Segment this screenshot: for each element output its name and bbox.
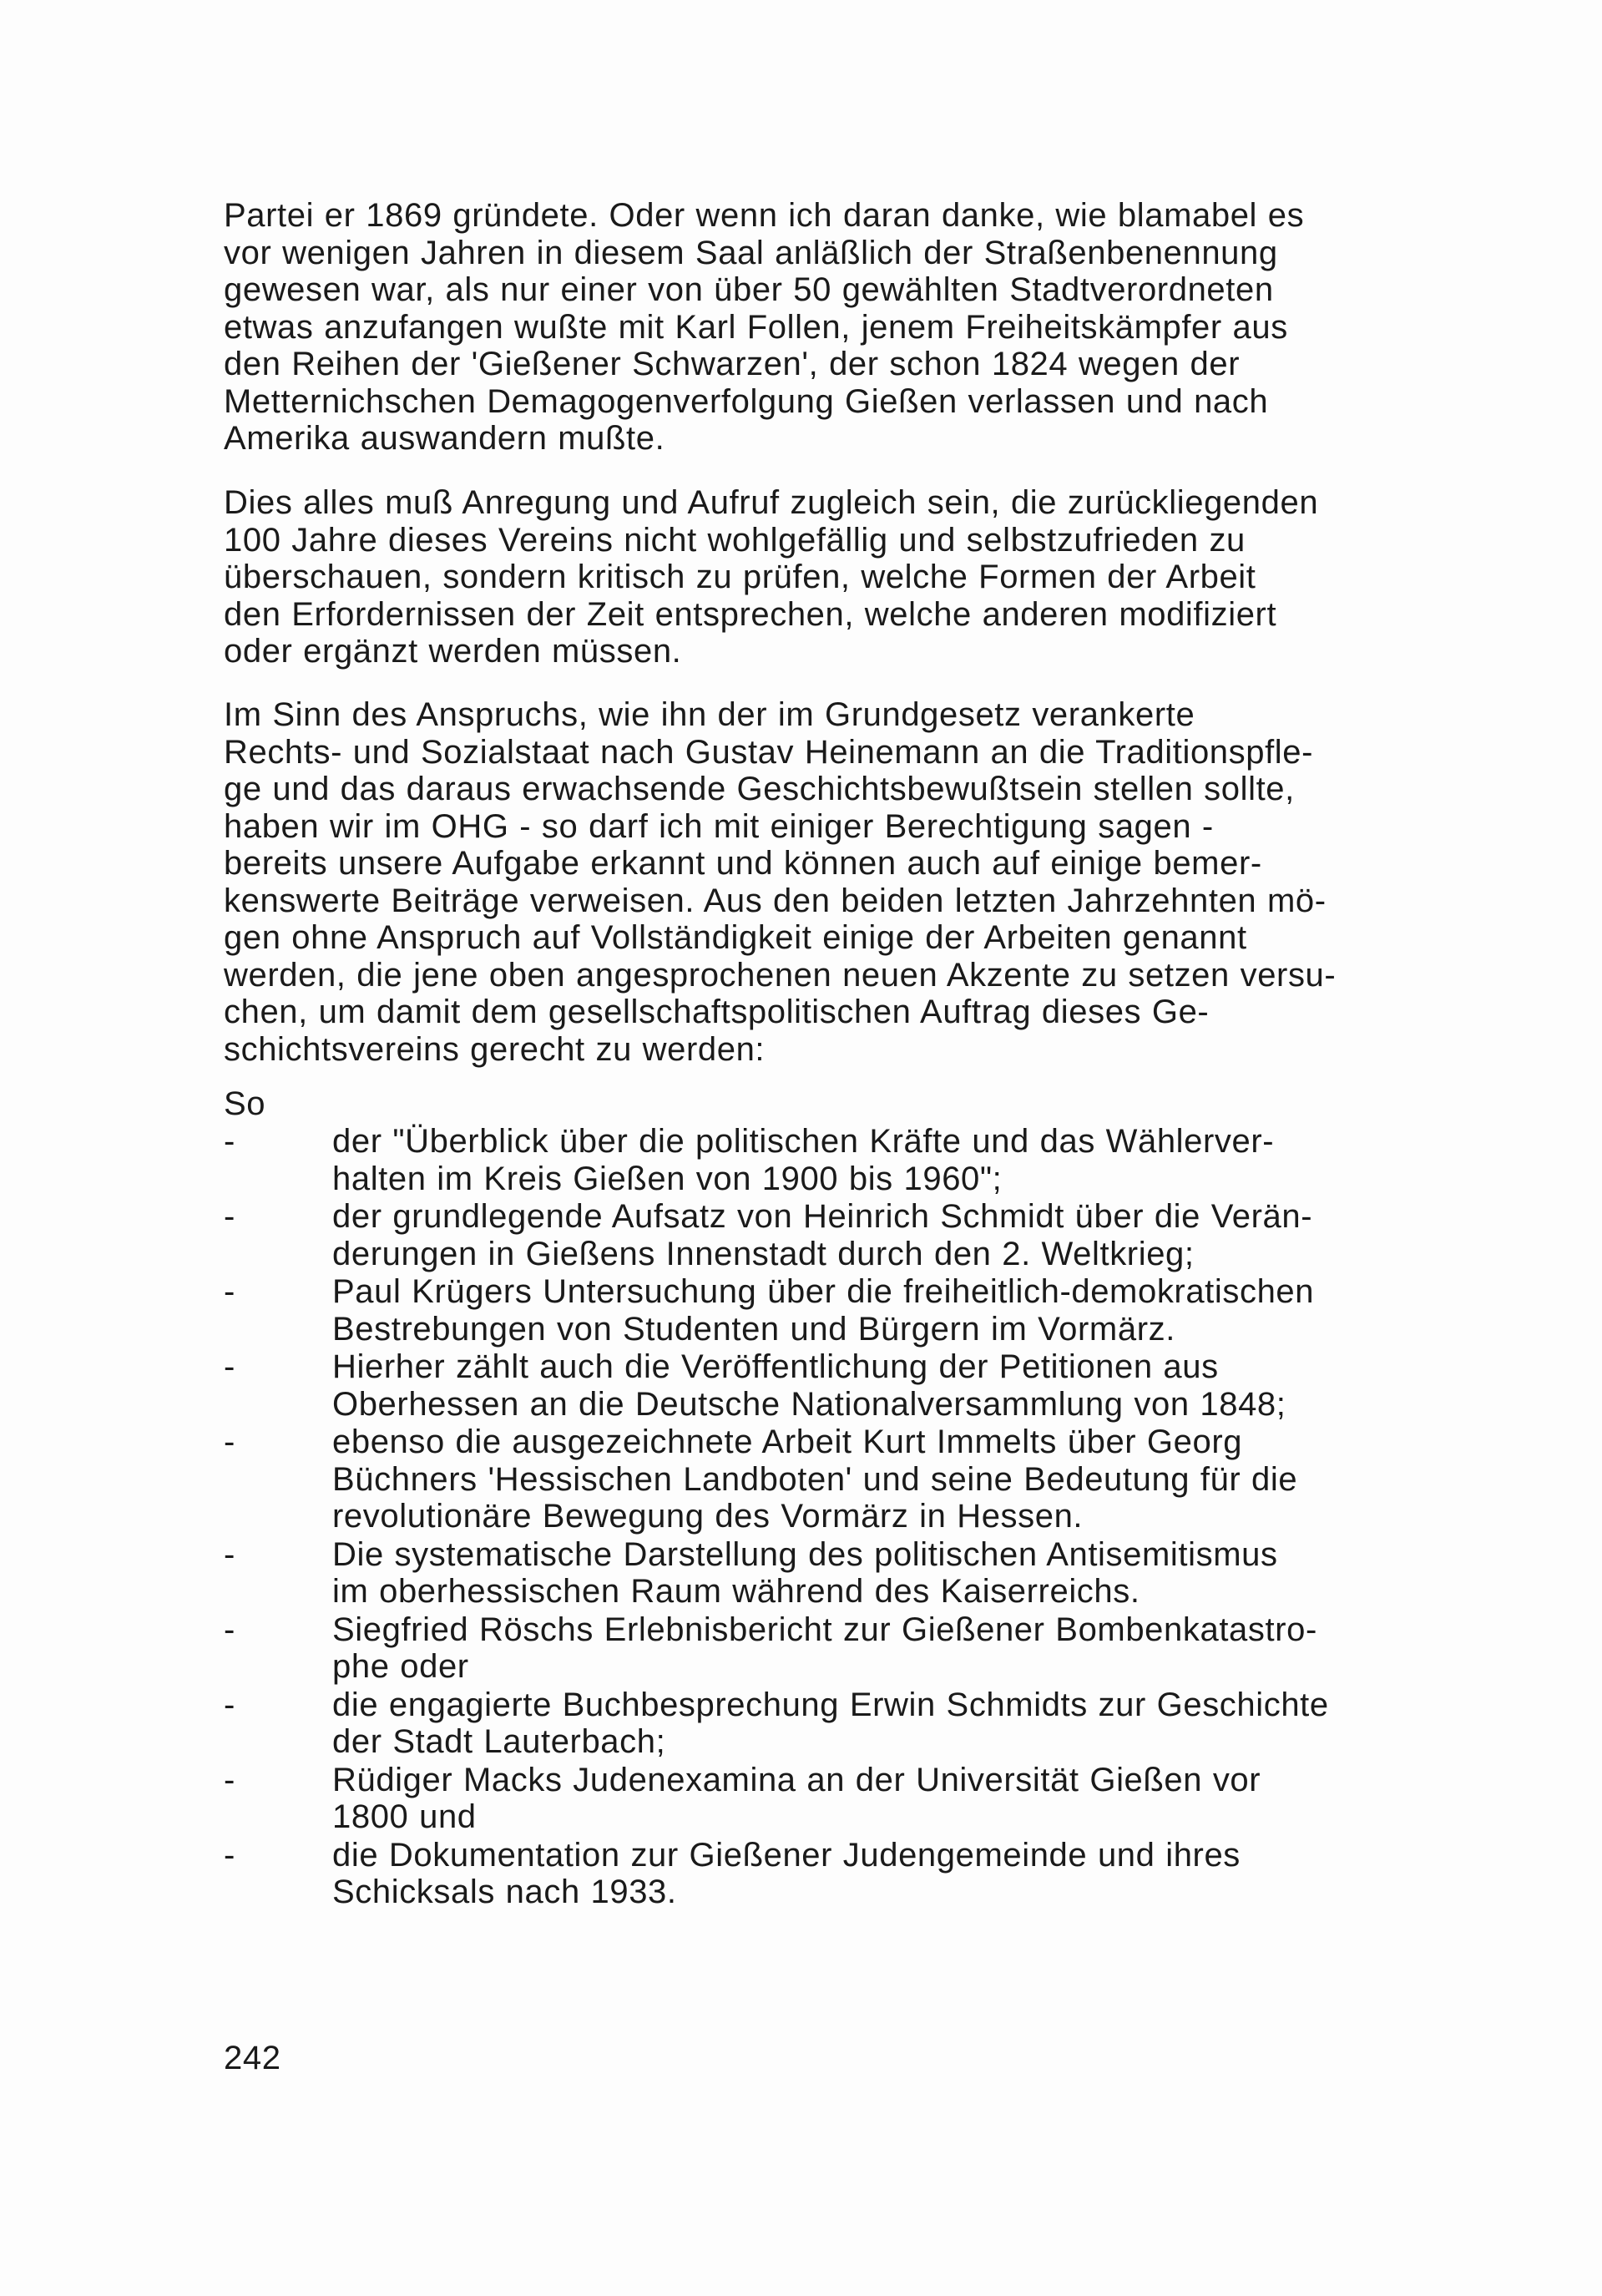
body-paragraph-2: Dies alles muß Anregung und Aufruf zugleich sein, die zurückliegenden 100 Jahre dieses Vereins nicht wohlgefällig und selbstzufrieden zu überschauen, sondern kritisch zu prüfen, welche Formen der Arbeit den Erfordernissen der Zeit entsprechen, welche anderen modifiziert oder ergänzt werden müssen. [224,484,1319,670]
list-item-text: ebenso die ausgezeichnete Arbeit Kurt Immelts über Georg Büchners 'Hessischen Landboten' und seine Bedeutung für die revolutionäre Bewegung des Vormärz in Hessen. [332,1424,1298,1535]
list-dash: - [224,1761,235,1798]
list-item [224,1536,1443,1611]
list-dash: - [224,1273,235,1310]
list-item-text: Paul Krügers Untersuchung über die freiheitlich-demokratischen Bestrebungen von Studenten und Bürgern im Vormärz. [332,1273,1315,1348]
list-dash: - [224,1611,235,1648]
list-item [224,1348,1443,1423]
list-dash: - [224,1836,235,1874]
list-dash: - [224,1686,235,1723]
list-item-text: Siegfried Röschs Erlebnisbericht zur Gießener Bombenkatastro- phe oder [332,1611,1317,1685]
list-dash: - [224,1424,235,1460]
publication-list [224,1123,1443,1912]
list-item-text: die Dokumentation zur Gießener Judengemeinde und ihres Schicksals nach 1933. [332,1836,1241,1910]
list-dash: - [224,1123,235,1160]
list-item [224,1687,1443,1761]
list-item [224,1273,1443,1348]
list-item [224,1762,1443,1836]
list-item [224,1123,1443,1197]
list-item-text: Die systematische Darstellung des politischen Antisemitismus im oberhessischen Raum während des Kaiserreichs. [332,1535,1278,1610]
page-number: 242 [224,2040,281,2076]
list-dash: - [224,1348,235,1385]
body-paragraph-3: Im Sinn des Anspruchs, wie ihn der im Grundgesetz verankerte Rechts- und Sozialstaat nach Gustav Heinemann an die Traditionspfle- ge und das daraus erwachsende Geschichtsbewußtsein stellen sollte, haben wir im OHG - so darf ich mit einiger Berechtigung sagen - bereits unsere Aufgabe erkannt und können auch auf einige bemer- kenswerte Beiträge verweisen. Aus den beiden letzten Jahrzehnten mö- gen ohne Anspruch auf Vollständigkeit einige der Arbeiten genannt werden, die jene oben angesprochenen neuen Akzente zu setzen versu- chen, um damit dem gesellschaftspolitischen Auftrag dieses Ge- schichtsvereins gerecht zu werden: [224,696,1337,1068]
list-item-text: der "Überblick über die politischen Kräfte und das Wählerver- halten im Kreis Gießen von 1900 bis 1960"; [332,1123,1275,1197]
list-item [224,1837,1443,1911]
list-item-text: Hierher zählt auch die Veröffentlichung der Petitionen aus Oberhessen an die Deutsche Nationalversammlung von 1848; [332,1348,1286,1423]
body-paragraph-1: Partei er 1869 gründete. Oder wenn ich daran danke, wie blamabel es vor wenigen Jahren in diesem Saal anläßlich der Straßenbenennung gewesen war, als nur einer von über 50 gewählten Stadtverordneten etwas anzufangen wußte mit Karl Follen, jenem Freiheitskämpfer aus den Reihen der 'Gießener Schwarzen', der schon 1824 wegen der Metternichschen Demagogenverfolgung Gießen verlassen und nach Amerika auswandern mußte. [224,197,1305,457]
list-item [224,1424,1443,1535]
list-item [224,1611,1443,1686]
list-intro-word: So [224,1085,266,1122]
list-dash: - [224,1198,235,1235]
list-item-text: Rüdiger Macks Judenexamina an der Universität Gießen vor 1800 und [332,1761,1261,1835]
list-dash: - [224,1535,235,1573]
list-item-text: der grundlegende Aufsatz von Heinrich Schmidt über die Verän- derungen in Gießens Innenstadt durch den 2. Weltkrieg; [332,1198,1313,1272]
list-item-text: die engagierte Buchbesprechung Erwin Schmidts zur Geschichte der Stadt Lauterbach; [332,1686,1329,1760]
list-item [224,1198,1443,1272]
